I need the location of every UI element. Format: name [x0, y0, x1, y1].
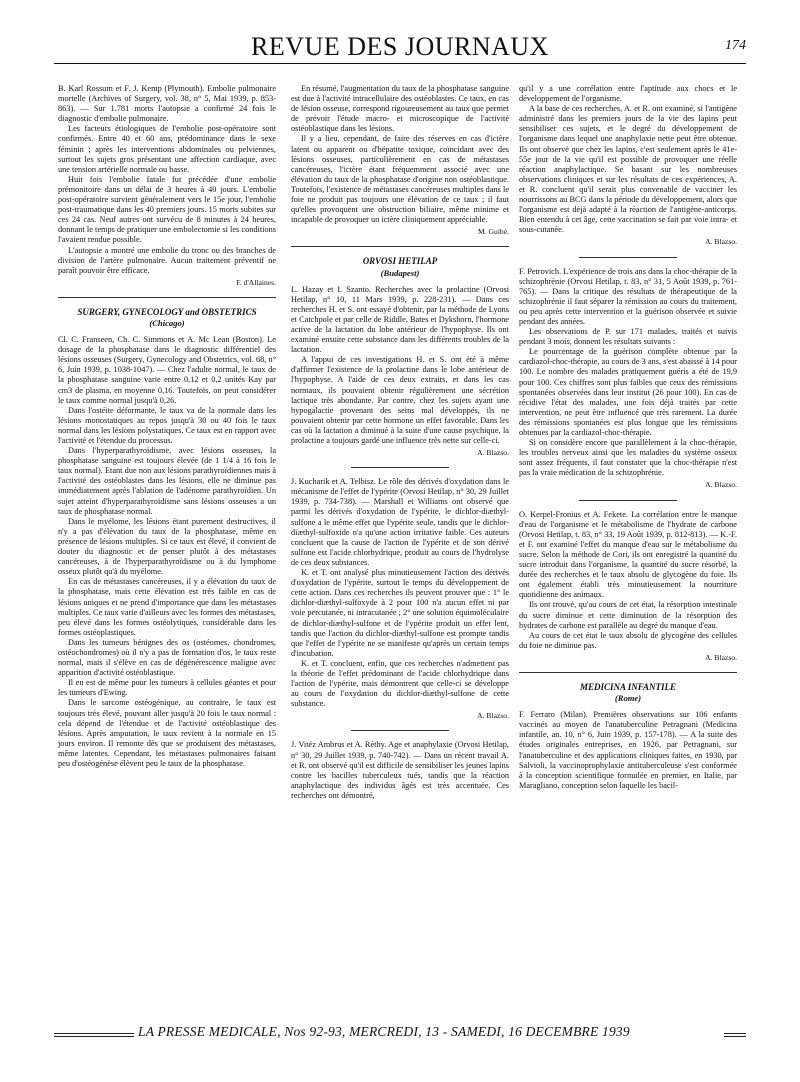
section-title: MEDICINA INFANTILE — [580, 681, 676, 692]
column-3 — [519, 84, 737, 791]
signature: A. Blazso. — [477, 448, 509, 458]
article-kucharik-paragraph: K. et T. ont analysé plus minutieusement l'action des dérivés d'oxydation de l'ypérite, surtout le temps du développement de cette action. Dans ces recherches ils peuvent prouver que : 1° le dichlor-diæthyl-sulfoxyde à 2 pour 100 n'a aucun effet ni par voie percutanée, ni intracutanée ; 2° une solution équimoléculaire de dichlor-diæthyl-sulfone et de l'ypérite produit un effet lent, tandis que l'action du dichlor-diæthyl-sulfone est prompte tandis que l'effet de l'ypérite ne se manifeste qu'après un certain temps d'incubation. — [291, 568, 509, 658]
article-divider — [579, 500, 677, 501]
article-kerpel-paragraph: Au cours de cet état le taux absolu de glycogène des cellules du foie ne diminue pas. — [519, 630, 737, 650]
article-rossum-paragraph: Les facteurs étiologiques de l'embolie post-opératoire sont confirmés. Entre 40 et 60 ans, prédominance dans le sexe féminin ; après les interventions abdominales ou pelviennes, surtout les sujets gros présentant une affection cardiaque, avec une tension artérielle normale ou basse. — [58, 124, 276, 174]
article-petrovich-paragraph: Les observations de P. sur 171 malades, traités et suivis pendant 3 mois, donnent les résultats suivants : — [519, 327, 737, 347]
section-subtitle: (Rome) — [614, 693, 642, 704]
article-franseen-paragraph: Dans l'ostéite déformante, le taux va de la normale dans les lésions monostatiques au repos jusqu'à 30 ou 40 fois le taux normal dans les lésions polystatiques. Ce taux est en rapport avec l'activité et l'étendue du processus. — [58, 405, 276, 445]
footer-rule-left — [54, 1036, 134, 1037]
article-vitez-paragraph: qu'il y a une corrélation entre l'aptitude aux chocs et le développement de l'organisme. — [519, 84, 737, 104]
column-1 — [58, 84, 276, 769]
footer-rule-right — [724, 1036, 746, 1037]
page-number: 174 — [725, 38, 746, 53]
section-divider — [58, 297, 276, 298]
signature: A. Blazso. — [705, 480, 737, 490]
page-header — [54, 30, 746, 62]
journal-title: REVUE DES JOURNAUX — [251, 32, 549, 61]
footer-issue-line: LA PRESSE MEDICALE, Nos 92-93, MERCREDI, 13 - SAMEDI, 16 DECEMBRE 1939 — [138, 1024, 630, 1039]
footer-rule-right — [724, 1033, 746, 1034]
article-franseen-paragraph: Il y a lieu, cependant, de faire des réserves en cas d'ictère latent ou apparent ou d'hépatite toxique, coïncidant avec des lésions osseuses, particulièrement en cas de métastases cancéreuses, l'ictère étant fréquemment associé avec une élévation du taux de la phosphatase d'origine non ostéoblastique. Toutefois, l'existence de métastases cancéreuses multiples dans le foie ne produit pas toujours une élévation de ce taux ; il faut qu'elles provoquent une obstruction biliaire, même minime et incapable de provoquer un ictère cliniquement appréciable. — [291, 134, 509, 225]
article-vitez-paragraph: A la base de ces recherches, A. et R. ont examiné, si l'antigène administré dans les premiers jours de la vie des lapins peut sensibiliser ces sujets, et le degré du développement de l'organisme dans lequel une anaphylaxie nette peut être obtenue. Ils ont observé que chez les lapins, c'est seulement après le 41e-55e jour de la vie qu'il est possible de provoquer une réelle réaction anaphylactique. Se basant sur les nombreuses observations cliniques et sur les résultats de ces expériences, A. et R. concluent qu'il serait plus convenable de vacciner les nourrissons au BCG dans la période du développement, alors que l'organisme est déjà adapté à la réaction de l'antigène-anticorps. Bien entendu à cet âge, cette vaccination se fait par voie intra- et sous-cutanée. — [519, 104, 737, 235]
article-divider — [351, 730, 449, 731]
article-franseen-paragraph: Il en est de même pour les tumeurs à cellules géantes et pour les tumeurs d'Ewing. — [58, 678, 276, 698]
article-franseen-paragraph: En résumé, l'augmentation du taux de la phosphatase sanguine est due à l'activité intracellulaire des ostéoblastes. Ce taux, en cas de lésion osseuse, correspond rigoureusement au taux que permet de prévoir l'étude macro- et microscopique de l'activité ostéoblastique dans les lésions. — [291, 84, 509, 134]
article-franseen-paragraph: Dans l'hyperparathyroïdisme, avec lésions osseuses, la phosphatase sanguine est toujours élevée (de 1 1/4 à 16 fois le taux normal). Etant due non aux lésions parathyroïdiennes mais à l'activité des ostéoblastes dans les lésions, elle ne diminue pas immédiatement après l'ablation de l'adénome parathyroïdien. Un sujet atteint d'hyperparathyroïdisme sans lésions osseuses a un taux de phosphatase normal. — [58, 446, 276, 516]
article-divider — [351, 467, 449, 468]
article-petrovich-paragraph: Le pourcentage de la guérison complète obtenue par la cardiazol-choc-thérapie, au cours de 3 ans, s'est abaissé à 14 pour 100. Le nombre des malades pratiquement guéris a été de 19,9 pour 100. Ces chiffres sont plus faibles que ceux des rémissions spontanées observées dans leur institut (26 pour 100). En cas de récidive l'état des malades, une fois déjà traités par cette intervention, ne peut être influencé que très rarement. La durée des rémissions spontanées est plus longue que les rémissions obtenues par la cardiazol-choc-thérapie. — [519, 347, 737, 437]
footer-rule-left — [54, 1033, 134, 1034]
article-divider — [579, 257, 677, 258]
article-franseen-lead: Cl. C. Franseen, Ch. C. Simmons et A. Mc Lean (Boston). Le dosage de la phosphatase dans le diagnostic différentiel des lésions osseuses (Surgery, Gynecology and Obstetrics, vol. 68, n° 6, Juin 1939, p. 1038-1047). — Chez l'adulte normal, le taux de la phosphatase sanguine varie entre 0,12 et 0,2 unités Kay par cm3 de plasma, en moyenne 0,16. Toutefois, on peut considérer le taux comme normal jusqu'à 0,26. — [58, 335, 276, 405]
article-franseen-paragraph: En cas de métastases cancéreuses, il y a élévation du taux de la phosphatase, mais cette élévation est très faible en cas de lésions uniques et ne prend d'importance que dans les métastases multiples. Ce taux varie d'ailleurs avec les formes des métastases, peu élevé dans les formes ostéolytiques, considérable dans les formes ostéoplastiques. — [58, 577, 276, 637]
article-franseen-paragraph: Dans les tumeurs bénignes des os (ostéomes, chondromes, ostéochondromes) où il n'y a pas de formation d'os, le taux reste normal, mais il s'élève en cas de dégénérescence maligne avec apparition d'activité ostéoblastique. — [58, 637, 276, 678]
signature: A. Blazso. — [705, 652, 737, 662]
article-kucharik-paragraph: K. et T. concluent, enfin, que ces recherches n'admettent pas la théorie de l'effet prédominant de l'acide chlorhydrique dans l'action de l'ypérite, mais démontrent que celle-ci se développe au cours de l'oxydation du dichlor-diæthyl-sulfone de cette substance. — [291, 658, 509, 709]
section-divider — [291, 246, 509, 247]
article-vitez-lead: J. Vitéz Ambrus et A. Réthy. Age et anaphylaxie (Orvosi Hetilap, n° 30, 29 Juillet 1939, p. 740-742). — Dans un récent travail A. et R. ont observé qu'il est difficile de sensibiliser les jeunes lapins contre les bacilles tuberculeux tués, tandis que la réaction anaphylactique des individus âgés est très accentuée. Ces recherches ont démontré, — [291, 740, 509, 800]
article-hazay-lead: L. Hazay et I. Szanto. Recherches avec la prolactine (Orvosi Hetilap, n° 10, 11 Mars 1939, p. 228-231). — Dans ces recherches H. et S. ont essayé d'obtenir, par la méthode de Lyons et Catchpole et par celle de Riddle, Bates et Dykshorn, l'hormone active de la lactation du lobe antérieur de l'hypophyse. Ils ont examiné ensuite cette substance dans les différents troubles de la lactation. — [291, 284, 509, 355]
signature: M. Guibé. — [477, 227, 509, 237]
article-ferraro-lead: F. Ferraro (Milan). Premières observations sur 106 enfants vaccinés au moyen de l'anatuberculine Petragnani (Medicina infantile, an. 10, n° 6, Juin 1939, p. 157-178). — A la suite des études originales entreprises, en 1926, par Petragnani, sur l'anatuberculine et des applications cliniques faites, en 1930, par Salvioli, la vaccinoprophylaxie antituberculeuse s'est conformée à la conception scientifique formulée en premier, en Italie, par Maragliano, conception selon laquelle les bacil- — [519, 710, 737, 790]
article-kerpel-paragraph: Ils ont trouvé, qu'au cours de cet état, la résorption intestinale du sucre diminue et cette diminution de la résorption des hydrates de carbone est parallèle au degré du manque d'eau. — [519, 600, 737, 630]
section-subtitle: (Budapest) — [380, 267, 420, 278]
signature: A. Blazso. — [477, 711, 509, 721]
page-footer — [54, 1023, 746, 1045]
article-rossum-paragraph: L'autopsie a montré une embolie du tronc ou des branches de division de l'artère pulmonaire. Aucun traitement préventif ne paraît pouvoir être efficace. — [58, 245, 276, 275]
article-rossum-lead: B. Karl Rossum et F. J. Kemp (Plymouth). Embolie pulmonaire mortelle (Archives of Surgery, vol. 38, n° 5, Mai 1939, p. 853-863). — Sur 1.781 morts l'autopsie a confirmé 24 fois le diagnostic d'embolie pulmonaire. — [58, 84, 276, 124]
header-rule — [54, 63, 746, 64]
article-petrovich-paragraph: Si on considère encore que parallèlement à la choc-thérapie, les troubles nerveux ainsi que les maladies du système osseux sont assez fréquents, il faut constater que la choc-thérapie n'est pas la vraie médication de la schizophrénie. — [519, 438, 737, 478]
article-kerpel-lead: O. Kerpel-Fronius et A. Fekete. La corrélation entre le manque d'eau de l'organisme et le métabolisme de l'hydrate de carbone (Orvosi Hetilap, t. 83, n° 33, 19 Août 1939, p. 812-813). — K.-F. et F. ont examiné l'effet du manque d'eau sur le métabolisme du sucre. Selon la méthode de Cori, ils ont enregistré la quantité du sucre introduit dans l'organisme, la quantité du sucre résorbé, la durée des recherches et le taux absolu de glycogène du foie. Ils ont également établi très minutieusement la nourriture quotidienne des animaux. — [519, 509, 737, 600]
section-title: ORVOSI HETILAP — [362, 256, 438, 267]
article-petrovich-lead: F. Petrovich. L'expérience de trois ans dans la choc-thérapie de la schizophrénie (Orvosi Hetilap, t. 83, n° 31, 5 Août 1939, p. 761-765). — Dans la critique des résultats de thérapeutique de la schizophrénie il faut séparer la rémission au cours du traitement, ou peu après cette intervention et la guérison observée et suivie pendant des années. — [519, 266, 737, 326]
section-title: SURGERY, GYNECOLOGY and OBSTETRICS — [77, 306, 257, 317]
section-subtitle: (Chicago) — [149, 317, 185, 328]
signature: A. Blazso. — [705, 237, 737, 247]
signature: F. d'Allaines. — [236, 277, 276, 287]
article-franseen-paragraph: Dans le sarcome ostéogénique, au contraire, le taux est toujours très élevé, pouvant aller jusqu'à 20 fois le taux normal : cela dépend de l'étendue et de l'activité ostéoblastique des lésions. Après amputation, le taux revient à la normale en 15 jours environ. Il remonte dès que se produisent des métastases, même latentes. Cependant, les métastases pulmonaires faisant peu d'ostéogénèse élèvent peu le taux de la phosphatase. — [58, 698, 276, 768]
article-kucharik-lead: J. Kucharik et A. Telbisz. Le rôle des dérivés d'oxydation dans le mécanisme de l'effet de l'ypérite (Orvosi Hetilap, n° 30, 29 Juillet 1939, p. 734-738). — Marshall et Williams ont observé que parmi les dérivés d'oxydation de l'ypérite, le dichlor-diæthyl-sulfone a le même effet que l'ypérite seule, tandis que le dichlor-diæthyl-sulfoxide n'a qu'une action irritative faible. Ces auteurs concluent que la cause de l'action de l'ypérite et de son dérivé sulfone est l'acide chlorhydrique, produit au cours de l'hydrolyse de ces deux substances. — [291, 477, 509, 567]
article-rossum-paragraph: Huit fois l'embolie fatale fut précédée d'une embolie prémonitoire dans un délai de 3 heures à 40 jours. L'embolie post-opératoire survient généralement vers le 15e jour, l'embolie post-traumatique dans les 40 premiers jours. 15 morts subites sur ces 24 cas. Neuf autres ont survécu de 8 minutes à 24 heures, donnant le temps de pratiquer une embolectomie si les conditions l'avaient rendue possible. — [58, 174, 276, 245]
column-2 — [291, 84, 509, 801]
article-franseen-paragraph: Dans le myélome, les lésions étant purement destructives, il n'y a pas d'élévation du taux de la phosphatase, même en présence de lésions multiples. Si ce taux est élevé, il convient de douter du diagnostic et de penser plutôt à des métastases cancéreuses, à de l'hyperparathyroïdisme ou à du lymphome osseux plutôt qu'à du myélome. — [58, 516, 276, 577]
article-hazay-paragraph: A l'appui de ces investigations H. et S. ont été à même d'affirmer l'existence de la prolactine dans le lobe antérieur de l'hypophyse. A l'aide de ces deux extraits, et dans les cas normaux, ils pouvaient obtenir régulièrement une sécrétion lactique très abondante. Par contre, chez les sujets ayant une hypogalactie provenant des seins mal développés, ils ne pouvaient obtenir par cette hormone un effet favorable. Dans les cas où la lactation a diminué à la suite d'une cause psychique, la prolactine a toujours gardé une influence très nette sur celle-ci. — [291, 355, 509, 445]
section-divider — [519, 672, 737, 673]
